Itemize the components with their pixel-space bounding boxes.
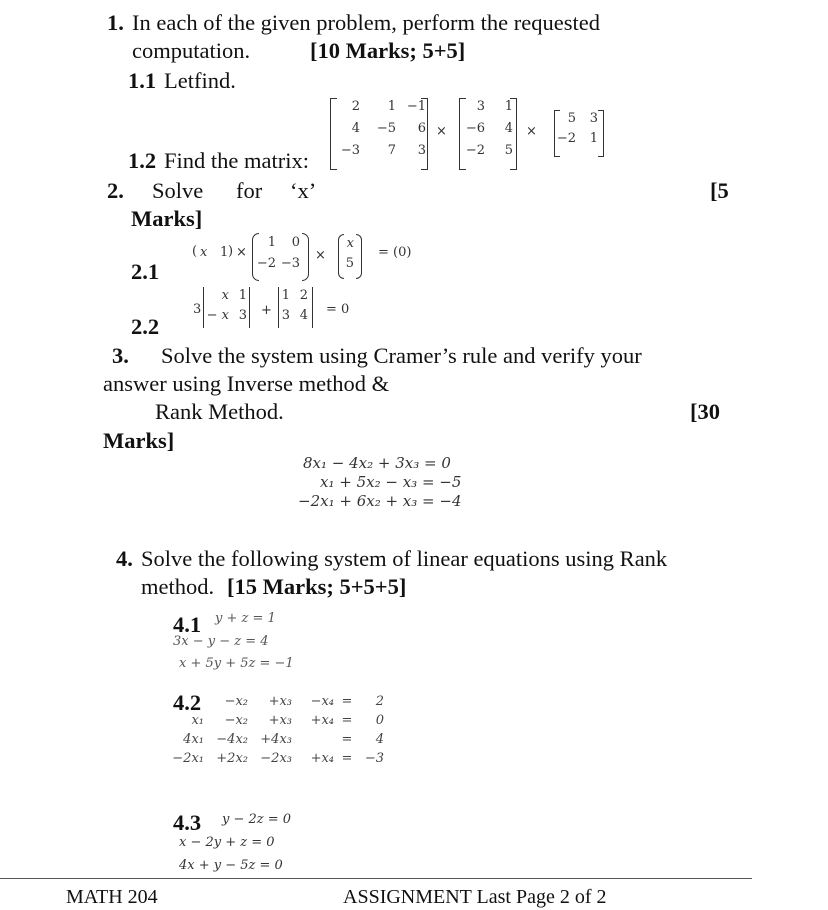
matrix-b-cell: −6: [465, 121, 485, 136]
q4-number: 4.: [116, 546, 133, 571]
q4-sub1-equation: x + 5y + 5z = −1: [179, 656, 294, 671]
col-vector-cell: 5: [345, 256, 354, 271]
plus-symbol: +: [261, 303, 272, 318]
times-symbol: ×: [526, 124, 537, 139]
right-paren: [356, 234, 362, 279]
matrix-a-cell: 7: [387, 143, 396, 158]
q2-sub1-number: 2.1: [131, 259, 160, 284]
q3-marks-close: Marks]: [103, 428, 175, 453]
system-term: +x₄: [310, 751, 334, 766]
times-symbol: ×: [436, 124, 447, 139]
q4-marks: [15 Marks; 5+5+5]: [227, 574, 407, 599]
q2-word-solve: Solve: [152, 178, 204, 203]
times-symbol: ×: [315, 248, 326, 263]
matrix-b-cell: −2: [465, 143, 485, 158]
q3-equation-3: −2x₁ + 6x₂ + x₃ = −4: [298, 492, 462, 510]
system-term: =: [341, 694, 353, 709]
det-bar: [249, 287, 250, 328]
q3-line2: answer using Inverse method &: [103, 371, 390, 396]
system-term: +2x₂: [216, 751, 248, 766]
matrix-b-cell: 5: [504, 143, 513, 158]
q4-sub2-number: 4.2: [173, 690, 202, 715]
system-term: −x₄: [310, 694, 334, 709]
footer-course: MATH 204: [66, 886, 158, 908]
system-term: −4x₂: [216, 732, 248, 747]
q3-number: 3.: [112, 343, 129, 368]
matrix-c-cell: 3: [589, 111, 598, 126]
matrix-c-cell: −2: [556, 131, 576, 146]
q1-sub1-text: Letfind.: [164, 68, 236, 93]
row-vector-cell: 1: [220, 245, 229, 260]
matrix-a-cell: 4: [351, 121, 360, 136]
footer-page-info: ASSIGNMENT Last Page 2 of 2: [343, 886, 607, 908]
system-term: +4x₃: [260, 732, 292, 747]
system-term: =: [341, 751, 353, 766]
q4-sub1-equation: 3x − y − z = 4: [173, 634, 269, 649]
matrix-cell: −2: [256, 256, 276, 271]
equals-zero: = 0: [326, 302, 350, 317]
system-term: [292, 732, 334, 747]
system-term: 0: [375, 713, 384, 728]
q4-sub1-equation: y + z = 1: [215, 611, 276, 626]
q3-line1: Solve the system using Cramer’s rule and verify your: [161, 343, 642, 368]
q1-number: 1.: [107, 10, 124, 35]
system-term: +x₃: [268, 694, 292, 709]
system-term: −3: [364, 751, 384, 766]
q2-sub2-number: 2.2: [131, 314, 160, 339]
system-term: +x₃: [268, 713, 292, 728]
system-term: 2: [375, 694, 384, 709]
det-cell: 1: [238, 288, 247, 303]
det-cell: 1: [281, 288, 290, 303]
matrix-b-cell: 1: [504, 99, 513, 114]
matrix-c-cell: 5: [567, 111, 576, 126]
q3-line3: Rank Method.: [155, 399, 284, 424]
row-vector-cell: x: [200, 245, 208, 260]
matrix-b-right-bracket: [510, 98, 517, 170]
q4-line2: method.: [141, 574, 215, 599]
matrix-a-cell: −1: [406, 99, 426, 114]
system-term: +x₄: [310, 713, 334, 728]
q1-line2: computation.: [132, 38, 251, 63]
matrix-c-right-bracket: [598, 110, 604, 157]
q2-marks-close: Marks]: [131, 206, 203, 231]
col-vector-cell: x: [346, 236, 354, 251]
det-cell: 3: [238, 308, 247, 323]
q1-sub1-number: 1.1: [128, 68, 157, 93]
matrix-a-left-bracket: [330, 98, 337, 170]
matrix-cell: 1: [267, 235, 276, 250]
q2-number: 2.: [107, 178, 124, 203]
q4-sub3-equation: 4x + y − 5z = 0: [179, 858, 283, 873]
system-term: =: [341, 713, 353, 728]
matrix-a-cell: 2: [351, 99, 360, 114]
q4-sub2-system: [160, 694, 384, 766]
system-term: x₁: [191, 713, 204, 728]
q1-marks: [10 Marks; 5+5]: [310, 38, 466, 63]
times-symbol: ×: [236, 245, 247, 260]
q1-line1: In each of the given problem, perform the requested: [132, 10, 600, 35]
q1-sub2-text: Find the matrix:: [164, 148, 309, 173]
system-term: −x₂: [224, 713, 248, 728]
q4-sub1-number: 4.1: [173, 612, 202, 637]
det-cell: 3: [281, 308, 290, 323]
right-paren: [302, 233, 309, 281]
q4-line1: Solve the following system of linear equations using Rank: [141, 546, 668, 571]
q2-marks-open: [5: [710, 178, 729, 203]
q4-sub3-equation: y − 2z = 0: [222, 812, 292, 827]
matrix-b-cell: 3: [476, 99, 485, 114]
system-term: [160, 694, 204, 709]
footer-divider: [0, 878, 752, 879]
matrix-a-cell: 6: [417, 121, 426, 136]
system-term: 4: [375, 732, 384, 747]
system-term: 4x₁: [183, 732, 204, 747]
q4-sub3-number: 4.3: [173, 810, 202, 835]
matrix-b-cell: 4: [504, 121, 513, 136]
matrix-cell: −3: [280, 256, 300, 271]
system-term: −x₂: [224, 694, 248, 709]
matrix-a-cell: −5: [376, 121, 396, 136]
det-bar: [312, 287, 313, 328]
det-cell: 2: [299, 288, 308, 303]
det-cell: 4: [299, 308, 308, 323]
matrix-a-cell: 1: [387, 99, 396, 114]
system-term: =: [341, 732, 353, 747]
det-coefficient: 3: [193, 302, 202, 317]
q3-equation-2: x₁ + 5x₂ − x₃ = −5: [320, 473, 462, 491]
matrix-a-right-bracket: [421, 98, 428, 170]
q3-equation-1: 8x₁ − 4x₂ + 3x₃ = 0: [303, 454, 451, 472]
matrix-c-cell: 1: [589, 131, 598, 146]
matrix-a-cell: −3: [340, 143, 360, 158]
det-cell: x: [221, 288, 229, 303]
q2-word-for: for: [236, 178, 263, 203]
det-cell: − x: [206, 308, 229, 323]
q2-word-x: ‘x’: [290, 178, 317, 203]
q1-sub2-number: 1.2: [128, 148, 157, 173]
q3-marks-open: [30: [690, 399, 720, 424]
q4-sub3-equation: x − 2y + z = 0: [179, 835, 275, 850]
system-term: −2x₃: [260, 751, 292, 766]
matrix-a-cell: 3: [417, 143, 426, 158]
system-term: −2x₁: [172, 751, 204, 766]
matrix-cell: 0: [291, 235, 300, 250]
equals-zero-vector: = (0): [378, 245, 412, 260]
